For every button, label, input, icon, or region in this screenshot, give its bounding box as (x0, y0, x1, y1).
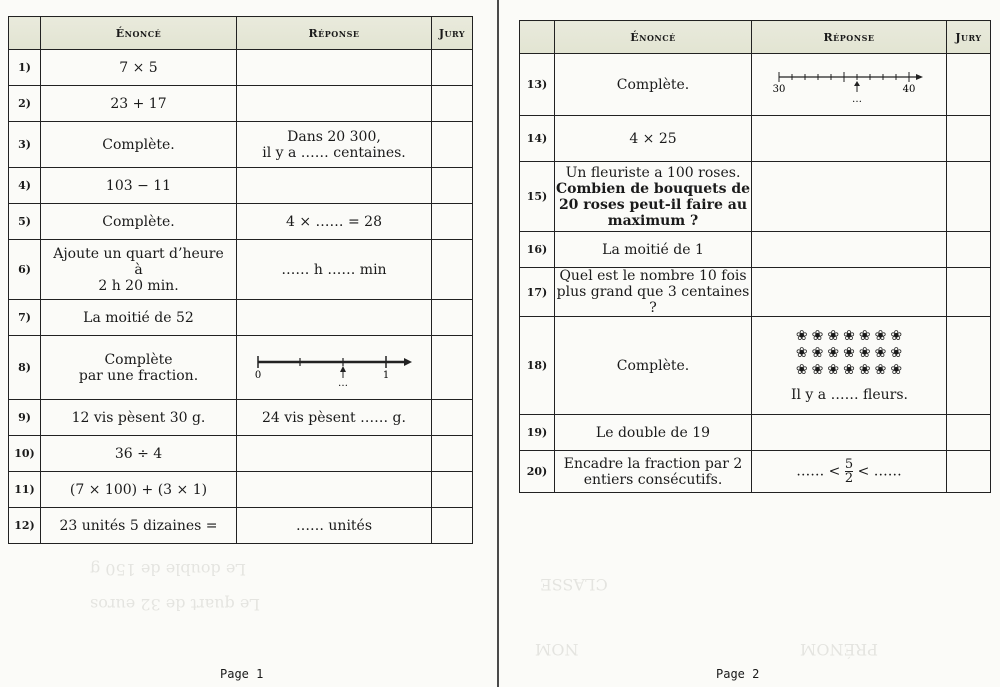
axis-blank-label: … (852, 93, 862, 105)
question-number: 4) (9, 168, 41, 204)
answer-text: Il y a …… fleurs. (790, 387, 908, 403)
jury-cell[interactable] (947, 162, 991, 232)
table-row (520, 415, 991, 451)
axis-blank-label: … (338, 377, 348, 388)
flower-icon: ❀ (874, 362, 887, 378)
question-number: 11) (9, 472, 41, 508)
answer-cell[interactable] (752, 116, 947, 162)
question-number: 14) (520, 116, 555, 162)
question-statement: Complète. (555, 54, 752, 116)
question-statement (555, 451, 752, 493)
header-reponse: Réponse (237, 17, 432, 50)
number-line (769, 65, 929, 105)
number-line (254, 348, 414, 388)
up-arrow-icon (854, 81, 860, 86)
question-number: 5) (9, 204, 41, 240)
show-through-text: CLASSE (540, 575, 608, 594)
header-enonce: Énoncé (41, 17, 237, 50)
axis-start-label: 0 (254, 369, 262, 381)
flower-icon: ❀ (843, 345, 855, 361)
question-number: 15) (520, 162, 555, 232)
answer-cell[interactable]: …… unités (237, 508, 432, 544)
fraction (845, 458, 853, 485)
statement-line-bold: 20 roses peut-il faire au (558, 196, 748, 213)
question-number: 6) (9, 240, 41, 300)
header-reponse: Réponse (752, 21, 947, 54)
question-statement: Complète. (41, 122, 237, 168)
question-number: 12) (9, 508, 41, 544)
answer-cell[interactable] (752, 451, 947, 493)
flower-icon: ❀ (843, 328, 855, 344)
answer-cell[interactable] (752, 232, 947, 268)
flower-icon: ❀ (890, 328, 903, 344)
question-number: 13) (520, 54, 555, 116)
table-row (9, 122, 473, 168)
statement-line: plus grand que 3 centaines ? (556, 284, 750, 316)
question-number: 20) (520, 451, 555, 493)
show-through-text: NOM (535, 640, 579, 659)
statement-line-bold: maximum ? (607, 212, 699, 229)
axis-end-label: 1 (382, 369, 390, 381)
question-number: 16) (520, 232, 555, 268)
statement-line: entiers consécutifs. (583, 471, 723, 488)
answer-cell[interactable] (752, 268, 947, 317)
answer-cell[interactable] (752, 415, 947, 451)
question-number: 10) (9, 436, 41, 472)
flower-icon: ❀ (890, 345, 903, 361)
flower-icon: ❀ (795, 345, 808, 361)
flower-icon: ❀ (890, 362, 903, 378)
flower-icon: ❀ (858, 328, 871, 344)
flower-grid (779, 328, 919, 379)
jury-cell[interactable] (432, 508, 473, 544)
jury-cell[interactable] (947, 232, 991, 268)
jury-cell[interactable] (947, 317, 991, 415)
table-row (520, 162, 991, 232)
jury-cell[interactable] (432, 240, 473, 300)
statement-line: Un fleuriste a 100 roses. (565, 164, 741, 181)
question-statement: 7 × 5 (41, 50, 237, 86)
flower-icon: ❀ (811, 362, 824, 378)
jury-cell[interactable] (432, 400, 473, 436)
page-number: Page 2 (716, 667, 760, 681)
jury-cell[interactable] (432, 50, 473, 86)
fraction-denominator: 2 (844, 471, 854, 486)
answer-right: < …… (857, 463, 902, 480)
header-row (520, 21, 991, 54)
page-number: Page 1 (220, 667, 264, 681)
answer-cell[interactable] (752, 54, 947, 116)
answer-cell[interactable] (237, 86, 432, 122)
table-row (520, 232, 991, 268)
statement-line: par une fraction. (78, 367, 199, 384)
question-statement (41, 336, 237, 400)
question-number: 7) (9, 300, 41, 336)
flower-row (779, 328, 919, 345)
table-row (520, 451, 991, 493)
flower-icon: ❀ (827, 362, 840, 378)
flower-icon: ❀ (795, 362, 808, 378)
answer-cell[interactable]: 4 × …… = 28 (237, 204, 432, 240)
table-row (520, 54, 991, 116)
flower-icon: ❀ (858, 362, 871, 378)
table-row (9, 168, 473, 204)
question-statement: La moitié de 52 (41, 300, 237, 336)
flower-row (779, 362, 919, 379)
flower-icon: ❀ (811, 345, 824, 361)
statement-line: à (134, 261, 143, 278)
flower-icon: ❀ (843, 362, 855, 378)
table-row (9, 508, 473, 544)
answer-cell[interactable] (237, 122, 432, 168)
table-row (9, 50, 473, 86)
question-number: 3) (9, 122, 41, 168)
statement-line: 2 h 20 min. (98, 277, 179, 294)
answer-cell[interactable] (237, 436, 432, 472)
table-row (520, 116, 991, 162)
statement-line-bold: Combien de bouquets de (555, 180, 751, 197)
page2-table (519, 20, 991, 493)
table-row (9, 436, 473, 472)
question-statement: 12 vis pèsent 30 g. (41, 400, 237, 436)
table-row (9, 300, 473, 336)
jury-cell[interactable] (432, 86, 473, 122)
question-statement: Complète. (41, 204, 237, 240)
show-through-text: Le double de 150 g (90, 560, 246, 579)
answer-cell[interactable] (237, 50, 432, 86)
question-statement: 4 × 25 (555, 116, 752, 162)
jury-cell[interactable] (947, 116, 991, 162)
fraction-numerator: 5 (844, 457, 854, 472)
answer-cell[interactable] (237, 472, 432, 508)
axis-arrowhead (916, 74, 923, 80)
header-row (9, 17, 473, 50)
answer-cell[interactable] (752, 162, 947, 232)
jury-cell[interactable] (432, 168, 473, 204)
table-row (9, 336, 473, 400)
question-statement: 23 + 17 (41, 86, 237, 122)
show-through-text: PRÉNOM (800, 640, 878, 659)
show-through-text: Le quart de 32 euros (90, 595, 260, 614)
up-arrow-icon (340, 366, 346, 372)
answer-cell[interactable] (752, 317, 947, 415)
jury-cell[interactable] (432, 122, 473, 168)
answer-left: …… < (796, 463, 841, 480)
answer-cell[interactable]: …… h …… min (237, 240, 432, 300)
answer-line: Dans 20 300, (287, 128, 381, 145)
jury-cell[interactable] (432, 436, 473, 472)
question-statement: 103 − 11 (41, 168, 237, 204)
jury-cell[interactable] (947, 54, 991, 116)
table-row (9, 472, 473, 508)
question-statement: La moitié de 1 (555, 232, 752, 268)
question-number: 17) (520, 268, 555, 317)
question-statement: 23 unités 5 dizaines = (41, 508, 237, 544)
answer-cell[interactable] (237, 300, 432, 336)
table-row (9, 400, 473, 436)
axis-end-label: 40 (902, 83, 916, 95)
statement-line: Quel est le nombre 10 fois (559, 268, 747, 284)
jury-cell[interactable] (432, 472, 473, 508)
flower-row (779, 345, 919, 362)
question-number: 2) (9, 86, 41, 122)
question-number: 18) (520, 317, 555, 415)
table-row (520, 268, 991, 317)
page-gutter (497, 0, 499, 687)
question-number: 8) (9, 336, 41, 400)
header-enonce: Énoncé (555, 21, 752, 54)
flower-icon: ❀ (795, 328, 808, 344)
axis-arrowhead (404, 358, 412, 366)
flower-icon: ❀ (874, 345, 887, 361)
question-statement: Complète. (555, 317, 752, 415)
question-statement: Le double de 19 (555, 415, 752, 451)
question-statement: (7 × 100) + (3 × 1) (41, 472, 237, 508)
page1-table (8, 16, 473, 544)
answer-line: il y a …… centaines. (262, 144, 406, 161)
flower-icon: ❀ (827, 328, 840, 344)
statement-line: Encadre la fraction par 2 (563, 455, 743, 472)
header-jury: Jury (432, 17, 473, 50)
flower-icon: ❀ (858, 345, 871, 361)
jury-cell[interactable] (947, 268, 991, 317)
question-number: 1) (9, 50, 41, 86)
axis-start-label: 30 (772, 83, 786, 95)
question-statement: 36 ÷ 4 (41, 436, 237, 472)
flower-icon: ❀ (827, 345, 840, 361)
jury-cell[interactable] (432, 204, 473, 240)
question-statement (41, 240, 237, 300)
question-statement (555, 268, 752, 317)
table-row (520, 317, 991, 415)
jury-cell[interactable] (432, 336, 473, 400)
statement-line: Ajoute un quart d’heure (53, 245, 224, 262)
question-number: 9) (9, 400, 41, 436)
jury-cell[interactable] (432, 300, 473, 336)
table-row (9, 204, 473, 240)
header-jury: Jury (947, 21, 991, 54)
question-number: 19) (520, 415, 555, 451)
flower-icon: ❀ (874, 328, 887, 344)
table-row (9, 86, 473, 122)
table-row (9, 240, 473, 300)
flower-icon: ❀ (811, 328, 824, 344)
question-statement (555, 162, 752, 232)
answer-cell[interactable] (237, 168, 432, 204)
answer-cell[interactable]: 24 vis pèsent …… g. (237, 400, 432, 436)
statement-line: Complète (104, 351, 173, 368)
answer-cell[interactable] (237, 336, 432, 400)
jury-cell[interactable] (947, 415, 991, 451)
jury-cell[interactable] (947, 451, 991, 493)
